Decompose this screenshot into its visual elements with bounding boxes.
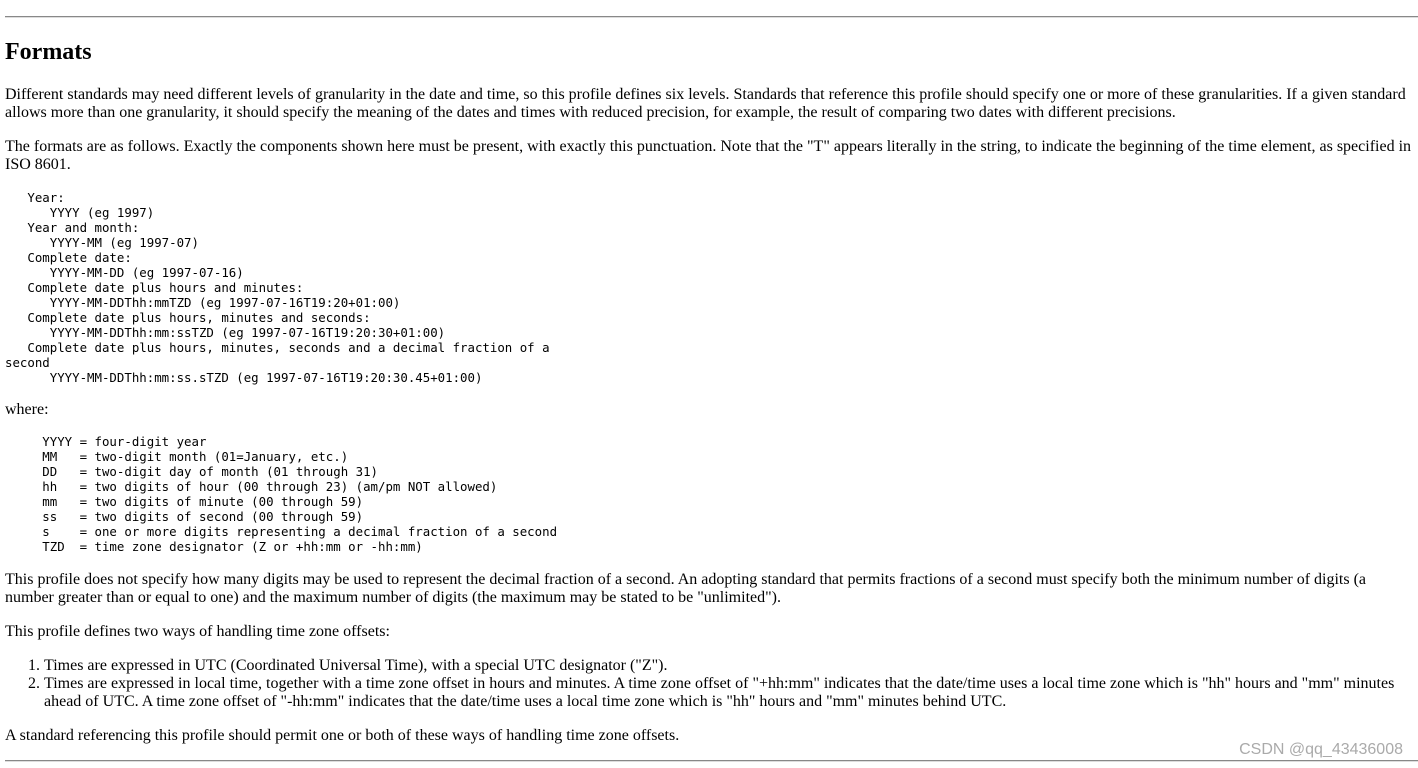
formats-paragraph: The formats are as follows. Exactly the components shown here must be present, with exactly this punctuation. Note that the "T" appears literally in the string, to indicate the beginning of the time element, as specified in ISO 8601. bbox=[5, 138, 1412, 173]
fraction-paragraph: This profile does not specify how many digits may be used to represent the decimal fraction of a second. An adopting standard that permits fractions of a second must specify both the minimum number of digits (a number greater than or equal to one) and the maximum number of digits (the maximum may be stated to be "unlimited"). bbox=[5, 571, 1367, 606]
list-item: 1. Times are expressed in UTC (Coordinated Universal Time), with a special UTC designator ("Z"). bbox=[44, 657, 1408, 675]
where-code-block: YYYY = four-digit year MM = two-digit month (01=January, etc.) DD = two-digit day of month (01 through 31) hh = two digits of hour (00 through 23) (am/pm NOT allowed) mm = two digits of minute (00 through 59) ss = two digits of second (00 through 59) s = one or more digits representing a decimal fraction of a second TZD = time zone designator (Z or +hh:mm or -hh:mm) bbox=[42, 434, 558, 554]
where-label: where: bbox=[5, 401, 49, 418]
section-heading: Formats bbox=[5, 39, 92, 65]
watermark: CSDN @qq_43436008 bbox=[1239, 741, 1403, 758]
intro-paragraph: Different standards may need different levels of granularity in the date and time, so this profile defines six levels. Standards that reference this profile should specify one or more of these granularities. If a given standard allows more than one granularity, it should specify the meaning of the dates and times with reduced precision, for example, the result of comparing two dates with different precisions. bbox=[5, 86, 1406, 121]
formats-code-block: Year: YYYY (eg 1997) Year and month: YYYY-MM (eg 1997-07) Complete date: YYYY-MM-DD (eg 1997-07-16) Complete date plus hours and minutes: YYYY-MM-DDThh:mmTZD (eg 1997-07-16T19:20+01:00) Complete date plus hours, minutes and seconds: YYYY-MM-DDThh:mm:ssTZD (eg 1997-07-16T19:20:30+01:00) Complete date plus hours, minutes, seconds and a decimal fraction of a second YYYY-MM-DDThh:mm:ss.sTZD (eg 1997-07-16T19:20:30.45+01:00) bbox=[5, 190, 550, 385]
closing-paragraph: A standard referencing this profile should permit one or both of these ways of handling time zone offsets. bbox=[5, 727, 680, 744]
bottom-divider bbox=[5, 760, 1418, 762]
timezone-intro-paragraph: This profile defines two ways of handling time zone offsets: bbox=[5, 623, 390, 640]
top-divider bbox=[5, 16, 1418, 18]
timezone-list bbox=[5, 657, 1408, 711]
list-item: 2. Times are expressed in local time, together with a time zone offset in hours and minutes. A time zone offset of "+hh:mm" indicates that the date/time uses a local time zone which is "hh" hours and "mm" minutes ahead of UTC. A time zone offset of "-hh:mm" indicates that the date/time uses a local time zone which is "hh" hours and "mm" minutes behind UTC. bbox=[44, 675, 1408, 711]
